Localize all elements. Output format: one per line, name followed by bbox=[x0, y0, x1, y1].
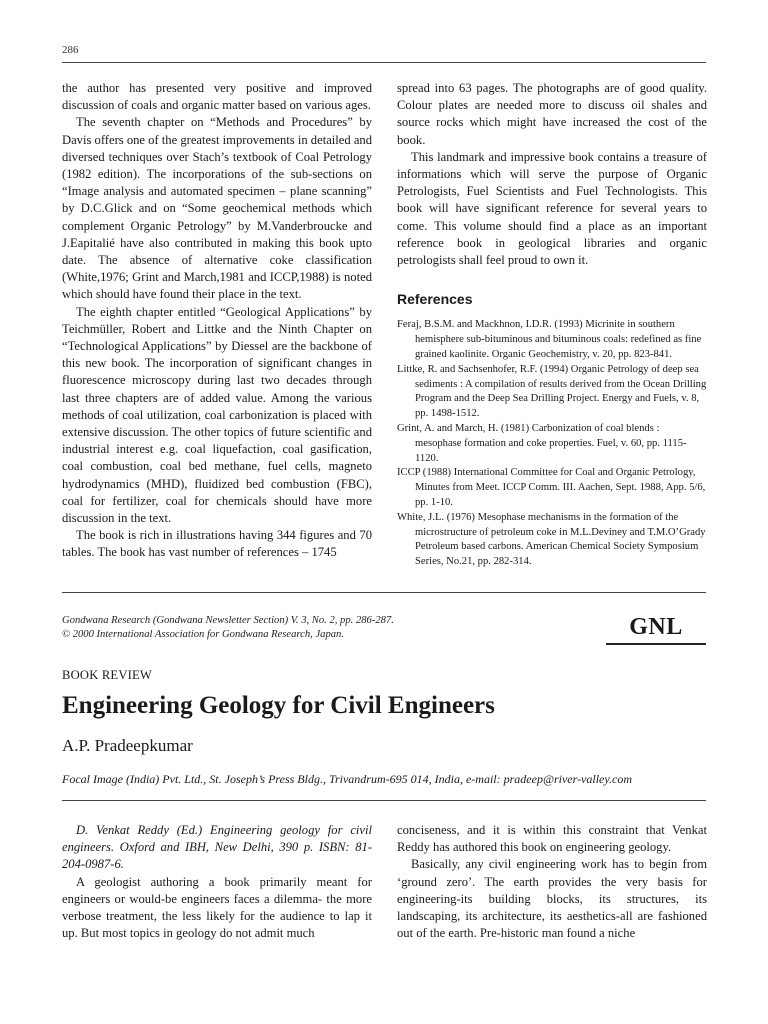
copyright-line: © 2000 International Association for Gondwana Research, Japan. bbox=[62, 629, 344, 640]
page-number: 286 bbox=[62, 44, 79, 56]
left-column bbox=[62, 80, 372, 562]
author-affiliation: Focal Image (India) Pvt. Ltd., St. Joseph’s Press Bldg., Trivandrum-695 014, India, e-mail: pradeep@river-valley.com bbox=[62, 772, 633, 786]
book-citation: D. Venkat Reddy (Ed.) Engineering geology for civil engineers. Oxford and IBH, New Delhi, 390 p. ISBN: 81-204-0987-6. bbox=[62, 823, 372, 872]
author-name: A.P. Pradeepkumar bbox=[62, 736, 193, 755]
left-paragraph-2: The seventh chapter on “Methods and Procedures” by Davis offers one of the greatest improvements in detailed and diversed techniques over Stach’s textbook of Coal Petrology (1982 edition). The incorporations of the sub-sections on “Image analysis and automated specimen – plane scanning” by D.C.Glick and on “Some geochemical methods which complement Organic Petrology” by M.Vanderbroucke and J.Eapitalié have also contributed in making this book upto date. The absence of alternative coke classification (White,1976; Grint and March,1981 and ICCP,1988) is noted which should have found their place in the text. bbox=[62, 115, 372, 302]
left-paragraph-4: The book is rich in illustrations having 344 figures and 70 tables. The book has vast number of references – 1745 bbox=[62, 528, 372, 560]
reference-item: Feraj, B.S.M. and Mackhnon, I.D.R. (1993) Micrinite in southern hemisphere sub-bituminous and bituminous coals: redefined as fine grained kaolinite. Organic Geochemistry, v. 20, pp. 823-841. bbox=[397, 319, 702, 361]
article-header-divider bbox=[62, 800, 706, 801]
journal-info bbox=[62, 614, 394, 642]
left-paragraph-3: The eighth chapter entitled “Geological Applications” by Teichmüller, Robert and Littke and the Ninth Chapter on “Technological Applications” by Diessel are the backbone of this new book. The incorporation of significant changes in fluorescence microscopy during last two decades through last three chapters are of added value. Among the various methods of coal utilization, coal carbonization is placed with extensive discussion. The other topics of future scientific and industrial interest e.g. coal liquefaction, coal gasification, coal combustion, coal bed methane, fuel cells, magneto hydrodynamics (MHD), fluidized bed combustion (FBC), coal for fertilizer, coal for chemicals should have more discussion in the text. bbox=[62, 304, 372, 526]
reference-item: ICCP (1988) International Committee for Coal and Organic Petrology, Minutes from Meet. ICCP Comm. III. Aachen, Sept. 1988, App. 5/6, pp. 1-10. bbox=[397, 467, 706, 508]
gnl-logo: GNL bbox=[606, 614, 706, 645]
review-paragraph-2: conciseness, and it is within this constraint that Venkat Reddy has authored this book on engineering geology. bbox=[397, 823, 707, 855]
right-paragraph-2: This landmark and impressive book contains a treasure of informations which will serve the purpose of Organic Petrologists, Fuel Scientists and Fuel Technologists. This book will have significant reference for several years to come. This volume should find a place as an important reference book in geological libraries and organic petrologists shall feel proud to own it. bbox=[397, 149, 707, 268]
left-paragraph-1: the author has presented very positive and improved discussion of coals and organic matter based on various ages. bbox=[62, 81, 372, 113]
references-heading: References bbox=[397, 291, 473, 308]
header-rule bbox=[62, 62, 706, 63]
review-left-column bbox=[62, 822, 372, 942]
review-right-column bbox=[397, 822, 707, 942]
reference-item: Grint, A. and March, H. (1981) Carbonization of coal blends : mesophase formation and coke properties. Fuel, v. 60, pp. 1115-1120. bbox=[397, 423, 687, 464]
review-paragraph-1: A geologist authoring a book primarily meant for engineers or would-be engineers faces a dilemma- the more verbose treatment, the less likely for the audience to lap it up. But most topics in geology do not admit much bbox=[62, 874, 372, 941]
right-column bbox=[397, 80, 707, 570]
journal-citation: Gondwana Research (Gondwana Newsletter Section) V. 3, No. 2, pp. 286-287. bbox=[62, 615, 394, 626]
review-paragraph-3: Basically, any civil engineering work has to begin from ‘ground zero’. The earth provides the very basis for engineering-its building blocks, its structures, its landscaping, its architecture, its aesthetics-all are fashioned out of the earth. Pre-historic man found a niche bbox=[397, 857, 707, 941]
section-divider bbox=[62, 592, 706, 593]
section-label: BOOK REVIEW bbox=[62, 668, 152, 682]
article-title: Engineering Geology for Civil Engineers bbox=[62, 692, 495, 719]
reference-item: White, J.L. (1976) Mesophase mechanisms in the formation of the microstructure of petroleum coke in M.L.Deviney and T.M.O’Grady Petroleum based carbons. American Chemical Society Symposium Series, No.21, pp. 282-314. bbox=[397, 511, 706, 568]
right-paragraph-1: spread into 63 pages. The photographs are of good quality. Colour plates are needed more to discuss oil shales and source rocks which might have increased the cost of the book. bbox=[397, 81, 707, 147]
reference-item: Littke, R. and Sachsenhofer, R.F. (1994) Organic Petrology of deep sea sediments : A compilation of results derived from the Ocean Drilling Program and the Deep Sea Drilling Project. Energy and Fuels, v. 8, pp. 1498-1512. bbox=[397, 363, 707, 420]
